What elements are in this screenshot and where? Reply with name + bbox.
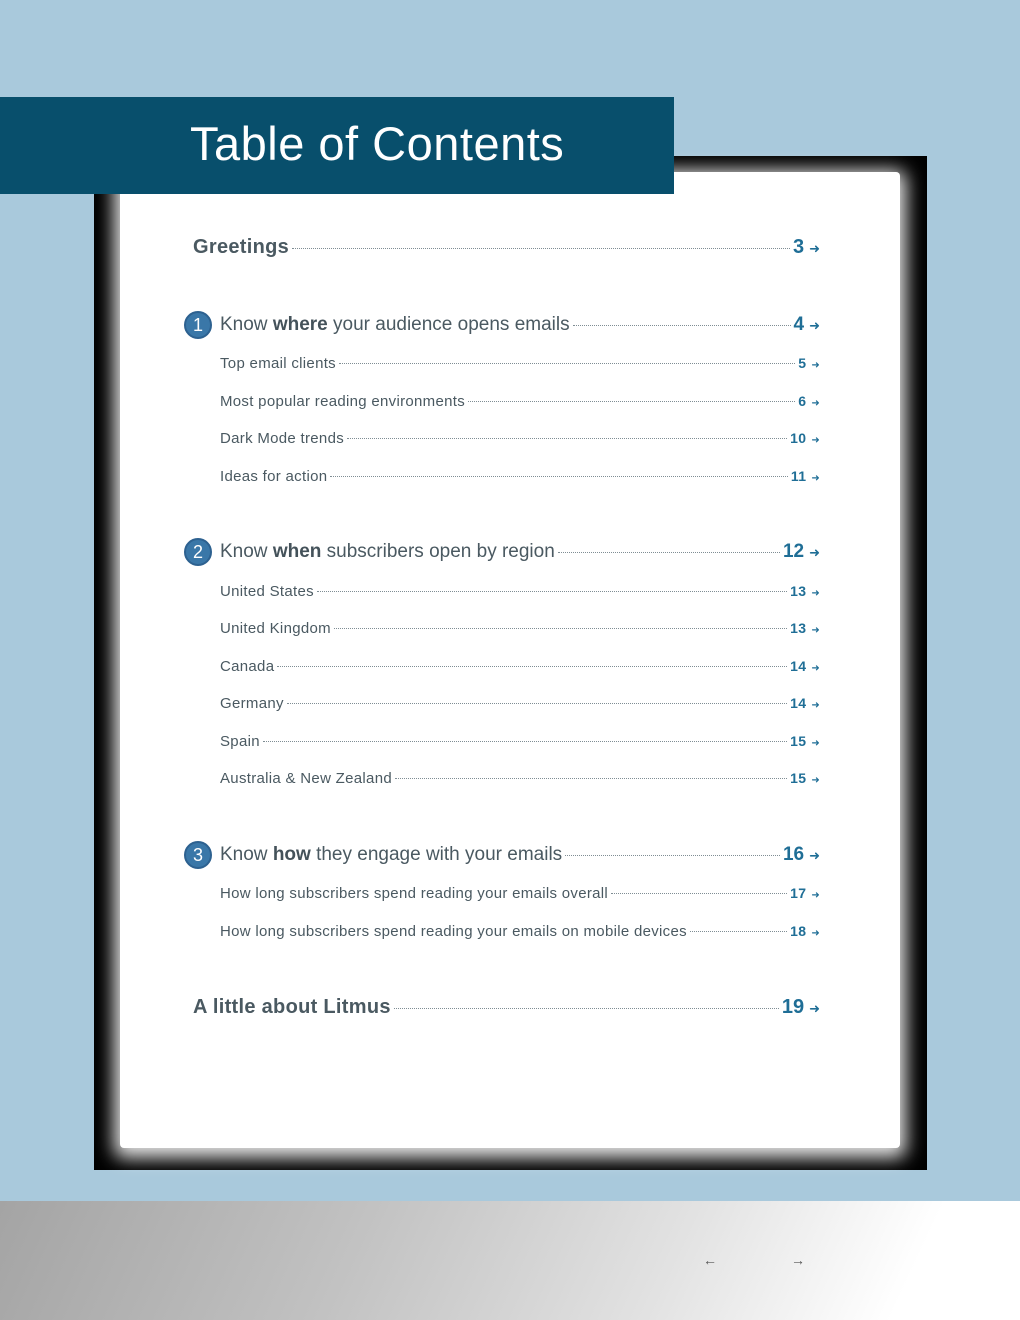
toc-item[interactable]: [220, 430, 820, 447]
toc-item-label: Australia & New Zealand: [220, 770, 392, 787]
toc-item[interactable]: [220, 770, 820, 787]
toc-page-number: 11: [790, 468, 807, 484]
arrow-right-icon: ➜: [809, 545, 820, 560]
toc-item[interactable]: [220, 355, 820, 372]
toc-page-number: 15: [790, 733, 807, 749]
dot-leader: [468, 401, 795, 402]
toc-item[interactable]: [220, 695, 820, 712]
dot-leader: [263, 741, 787, 742]
section-number-badge: 1: [184, 311, 212, 339]
arrow-right-icon: ➜: [811, 700, 820, 711]
arrow-right-icon: ➜: [809, 318, 820, 333]
arrow-right-icon: ➜: [811, 435, 820, 446]
toc-section-label: Know where your audience opens emails: [220, 314, 570, 335]
section-number-badge: 2: [184, 538, 212, 566]
toc-item[interactable]: [220, 923, 820, 940]
toc-page-number: 19: [781, 996, 805, 1018]
toc-item[interactable]: [220, 583, 820, 600]
next-page-button[interactable]: [789, 1252, 807, 1268]
toc-item-label: Top email clients: [220, 355, 336, 372]
toc-section-label: Know how they engage with your emails: [220, 844, 563, 865]
toc-page-number: 14: [790, 695, 807, 711]
toc-page-number: 5: [798, 355, 807, 371]
toc-page-number: 15: [790, 770, 807, 786]
dot-leader: [339, 363, 795, 364]
dot-leader: [611, 893, 787, 894]
toc-entry-about[interactable]: [193, 996, 820, 1019]
dot-leader: [395, 778, 787, 779]
toc-item-label: Spain: [220, 733, 260, 750]
arrow-right-icon: ➜: [811, 775, 820, 786]
toc-item-label: United Kingdom: [220, 620, 331, 637]
toc-page-number: 13: [790, 583, 807, 599]
toc-item[interactable]: [220, 658, 820, 675]
toc-section-3[interactable]: [220, 844, 820, 866]
toc-section-2[interactable]: [220, 541, 820, 563]
dot-leader: [573, 325, 791, 326]
dot-leader: [565, 855, 780, 856]
dot-leader: [690, 931, 787, 932]
toc-page-number: 10: [790, 430, 807, 446]
toc-item-label: Germany: [220, 695, 284, 712]
toc-page-number: 3: [792, 236, 805, 258]
arrow-right-icon: ➜: [811, 473, 820, 484]
toc-page-number: 6: [798, 393, 807, 409]
dot-leader: [558, 552, 780, 553]
toc-page-number: 4: [793, 314, 805, 335]
toc-page-number: 18: [790, 923, 807, 939]
toc-item[interactable]: [220, 468, 820, 485]
toc-page-number: 12: [782, 541, 805, 562]
toc-page-number: 17: [790, 885, 807, 901]
toc-item-label: United States: [220, 583, 314, 600]
arrow-right-icon: ➜: [809, 241, 820, 256]
arrow-right-icon: ➜: [809, 848, 820, 863]
arrow-right-icon: ➜: [811, 663, 820, 674]
arrow-right-icon: ➜: [811, 890, 820, 901]
arrow-right-icon: ➜: [811, 928, 820, 939]
arrow-right-icon: ➜: [811, 360, 820, 371]
dot-leader: [347, 438, 787, 439]
toc-item-label: How long subscribers spend reading your emails on mobile devices: [220, 923, 687, 940]
toc-entry-label: A little about Litmus: [193, 996, 391, 1018]
toc-item-label: Dark Mode trends: [220, 430, 345, 447]
arrow-right-icon: ➜: [811, 625, 820, 636]
dot-leader: [330, 476, 788, 477]
toc-section-label: Know when subscribers open by region: [220, 541, 555, 562]
arrow-right-icon: ➜: [811, 588, 820, 599]
dot-leader: [277, 666, 787, 667]
arrow-right-icon: ➜: [809, 1001, 820, 1016]
dot-leader: [334, 628, 787, 629]
toc-item[interactable]: [220, 393, 820, 410]
arrow-right-icon: ➜: [811, 738, 820, 749]
toc-item[interactable]: [220, 733, 820, 750]
footer-bar: [0, 1201, 1020, 1320]
toc-page-number: 13: [790, 620, 807, 636]
toc-entry-label: Greetings: [193, 236, 290, 258]
toc-item[interactable]: [220, 620, 820, 637]
toc-item[interactable]: [220, 885, 820, 902]
dot-leader: [394, 1008, 779, 1009]
toc-item-label: Most popular reading environments: [220, 393, 466, 410]
dot-leader: [292, 248, 790, 249]
arrow-right-icon: →: [791, 1252, 805, 1268]
toc-entry-greetings[interactable]: [193, 236, 820, 259]
arrow-right-icon: ➜: [811, 398, 820, 409]
arrow-left-icon: ←: [703, 1252, 717, 1268]
dot-leader: [317, 591, 787, 592]
toc-page-number: 16: [782, 844, 805, 865]
dot-leader: [287, 703, 787, 704]
page-title: Table of Contents: [190, 117, 565, 170]
toc-page-number: 14: [790, 658, 807, 674]
section-number-badge: 3: [184, 841, 212, 869]
prev-page-button[interactable]: [701, 1252, 719, 1268]
toc-item-label: How long subscribers spend reading your emails overall: [220, 885, 609, 902]
toc-item-label: Ideas for action: [220, 468, 328, 485]
toc-item-label: Canada: [220, 658, 275, 675]
toc-section-1[interactable]: [220, 314, 820, 336]
